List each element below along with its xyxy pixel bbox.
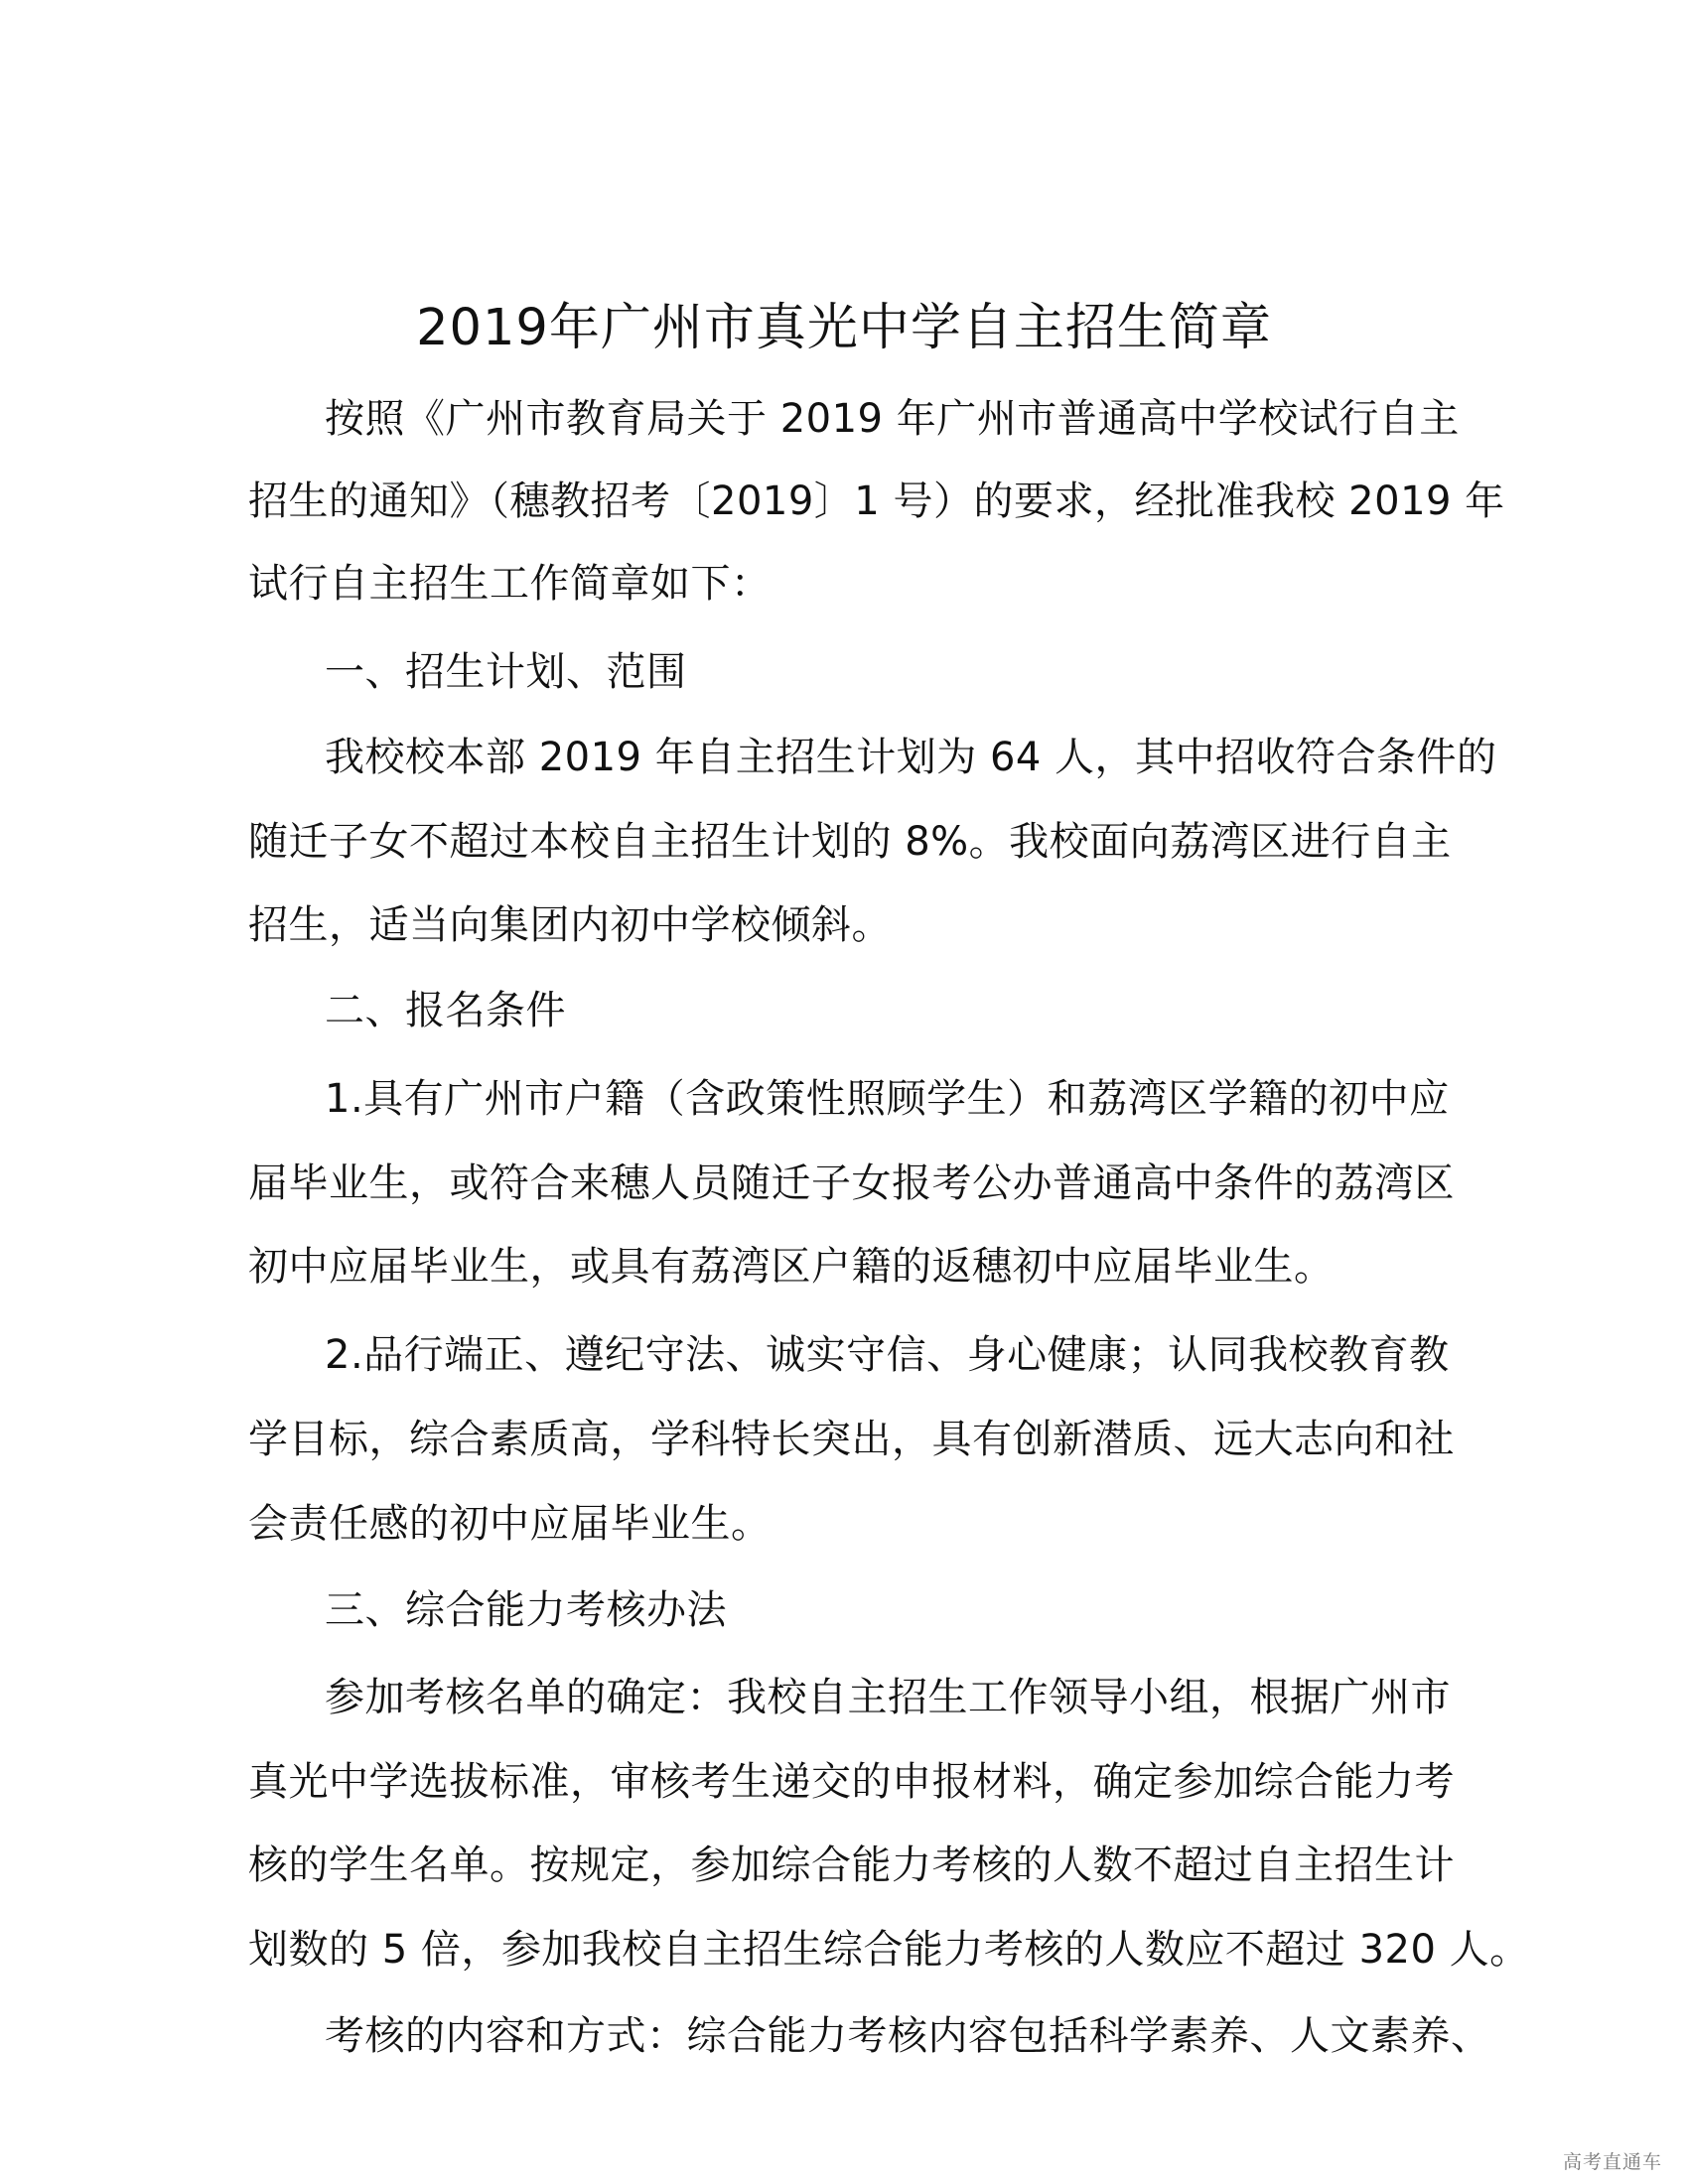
paragraph-line: 划数的 5 倍，参加我校自主招生综合能力考核的人数应不超过 320 人。 [248,1927,1530,1973]
paragraph-line: 2.品行端正、遵纪守法、诚实守信、身心健康；认同我校教育教 [325,1332,1450,1378]
section-heading: 二、报名条件 [325,988,566,1033]
paragraph-line: 参加考核名单的确定：我校自主招生工作领导小组，根据广州市 [325,1675,1451,1720]
paragraph-line: 1.具有广州市户籍（含政策性照顾学生）和荔湾区学籍的初中应 [325,1076,1450,1122]
section-heading: 三、综合能力考核办法 [325,1587,727,1633]
paragraph-line: 招生的通知》（穗教招考〔2019〕1 号）的要求，经批准我校 2019 年 [248,478,1505,524]
paragraph-line: 届毕业生，或符合来穗人员随迁子女报考公办普通高中条件的荔湾区 [248,1160,1455,1206]
paragraph-line: 试行自主招生工作简章如下： [248,561,772,607]
paragraph-line: 真光中学选拔标准，审核考生递交的申报材料，确定参加综合能力考 [248,1759,1455,1805]
paragraph-line: 学目标，综合素质高，学科特长突出，具有创新潜质、远大志向和社 [248,1417,1455,1462]
paragraph-line: 考核的内容和方式：综合能力考核内容包括科学素养、人文素养、 [325,2013,1491,2059]
paragraph-line: 初中应届毕业生，或具有荔湾区户籍的返穗初中应届毕业生。 [248,1244,1335,1290]
paragraph-line: 会责任感的初中应届毕业生。 [248,1501,772,1547]
section-heading: 一、招生计划、范围 [325,649,687,695]
paragraph-line: 按照《广州市教育局关于 2019 年广州市普通高中学校试行自主 [325,396,1460,442]
paragraph-line: 招生，适当向集团内初中学校倾斜。 [248,902,892,948]
watermark-text: 高考直通车 [1562,2151,1662,2173]
document-title: 2019年广州市真光中学自主招生简章 [416,299,1272,357]
paragraph-line: 核的学生名单。按规定，参加综合能力考核的人数不超过自主招生计 [248,1843,1455,1888]
paragraph-line: 我校校本部 2019 年自主招生计划为 64 人，其中招收符合条件的 [325,735,1497,780]
paragraph-line: 随迁子女不超过本校自主招生计划的 8%。我校面向荔湾区进行自主 [248,819,1452,865]
